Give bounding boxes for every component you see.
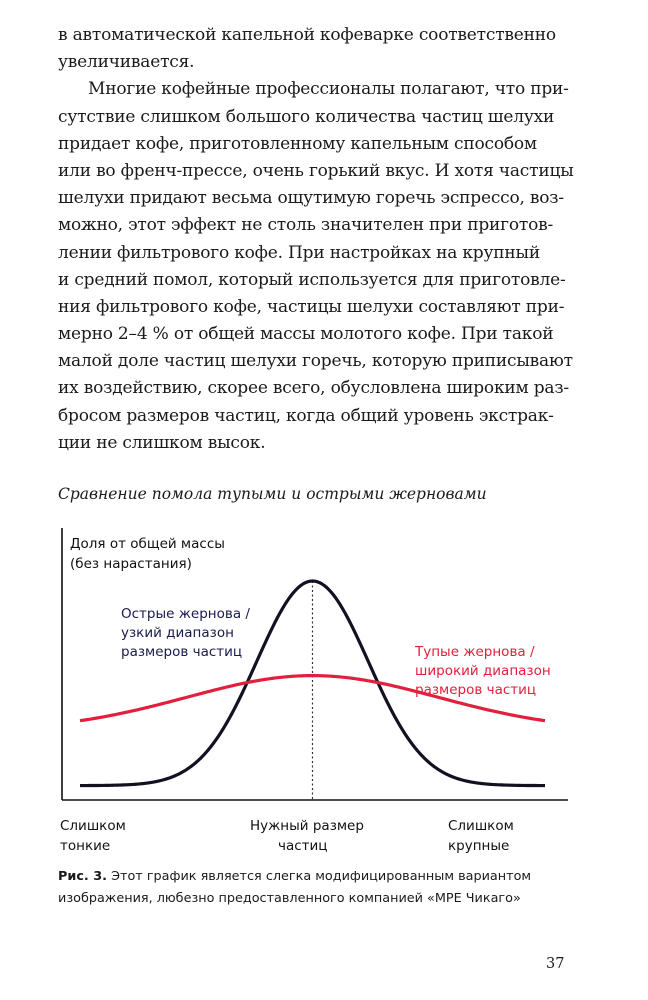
dull-burrs-legend-line: размеров частиц [415, 682, 537, 698]
text-line: или во френч-прессе, очень горький вкус. И хотя частицы [58, 160, 574, 181]
text-line: ции не слишком высок. [58, 432, 266, 453]
text-line: Многие кофейные профессионалы полагают, что при- [88, 79, 569, 100]
dull-burrs-legend-line: Тупые жернова / [415, 644, 535, 660]
text-line: шелухи придают весьма ощутимую горечь эспрессо, воз- [58, 188, 564, 209]
text-line: сутствие слишком большого количества частиц шелухи [58, 106, 555, 127]
figure-label: Рис. 3. [58, 869, 108, 884]
sharp-burrs-legend-line: узкий диапазон [121, 625, 234, 641]
text-line: придает кофе, приготовленному капельным способом [58, 133, 537, 154]
caption-text: изображения, любезно предоставленного компанией «MPE Чикаго» [58, 891, 521, 906]
x-tick-label-fine: тонкие [60, 838, 111, 854]
text-line: малой доле частиц шелухи горечь, которую приписывают [58, 351, 573, 372]
x-tick-label-coarse: Слишком [448, 818, 514, 834]
text-line: можно, этот эффект не столь значителен при приготов- [58, 215, 554, 236]
page-number: 37 [546, 956, 565, 972]
sharp-burrs-legend-line: размеров частиц [121, 644, 243, 660]
body-text [58, 22, 574, 457]
text-line: бросом размеров частиц, когда общий уровень экстрак- [58, 405, 554, 426]
text-line: в автоматической капельной кофеварке соответственно [58, 25, 556, 45]
chart-title: Сравнение помола тупыми и острыми жерновами [58, 485, 487, 503]
caption-text: Этот график является слегка модифицированным вариантом [107, 869, 532, 884]
x-tick-label-coarse: крупные [448, 838, 510, 854]
figure-caption [58, 866, 578, 910]
dull-burrs-legend-line: широкий диапазон [415, 663, 551, 679]
text-line: увеличивается. [58, 52, 195, 73]
x-tick-label-fine: Слишком [60, 818, 126, 834]
y-axis-label-line: (без нарастания) [70, 556, 192, 572]
x-tick-label-ideal: Нужный размер [250, 818, 364, 834]
text-line: мерно 2–4 % от общей массы молотого кофе. При такой [58, 324, 554, 345]
sharp-burrs-legend-line: Острые жернова / [121, 606, 250, 622]
text-line: и средний помол, который используется для приготовле- [58, 269, 566, 290]
text-line: лении фильтрового кофе. При настройках на крупный [58, 242, 540, 263]
text-line: их воздействию, скорее всего, обусловлена широким раз- [58, 378, 569, 399]
text-line: ния фильтрового кофе, частицы шелухи составляют при- [58, 296, 565, 317]
x-tick-label-ideal: частиц [278, 838, 328, 854]
y-axis-label-line: Доля от общей массы [70, 536, 225, 552]
grind-comparison-chart [0, 520, 648, 860]
